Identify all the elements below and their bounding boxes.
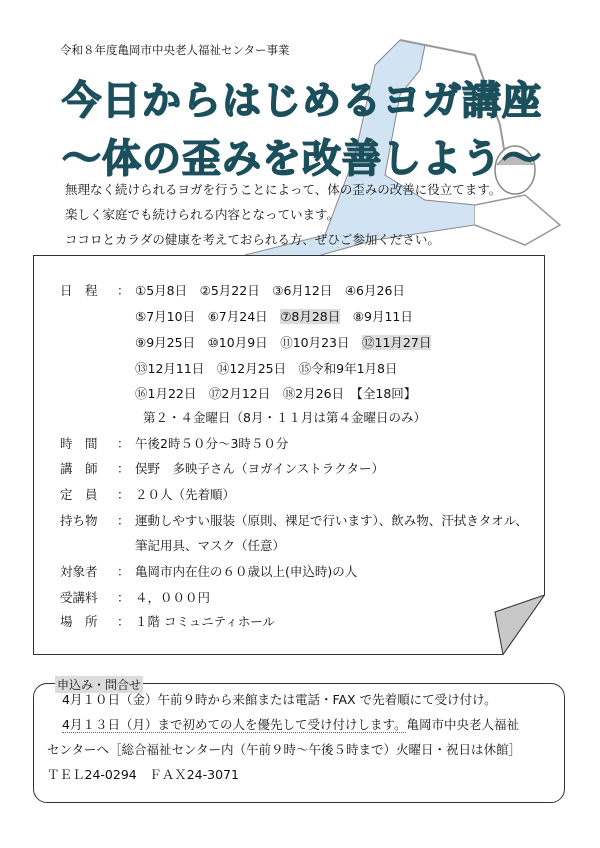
date: ①5月8日 [135,283,188,298]
schedule-line-1 [135,281,405,301]
contact-phone-fax: ＴＥＬ24-0294 ＦＡＸ24-3071 [47,767,239,782]
priority-note: 4月１３日（月）まで初めての人を優先して受け付けします。 [62,717,407,732]
contact-label: 申込み・問合せ [57,678,142,692]
date: ③6月12日 [272,283,333,298]
colon: ： [117,614,130,629]
fee-label: 受講料 [60,590,98,605]
date: ⑥7月24日 [207,309,268,324]
place-value: １階 コミュニティホール [135,614,275,629]
time-value: 午後2時５０分～3時５０分 [135,436,289,451]
colon: ： [117,283,130,298]
center-name: 亀岡市中央老人福祉 [406,717,519,732]
colon: ： [117,590,130,605]
schedule-line-4 [135,359,398,379]
time-label: 時 間 [60,436,98,451]
schedule-note: 第２・４金曜日（8月・１１月は第４金曜日のみ） [143,410,426,425]
colon: ： [117,436,130,451]
date: ⑬12月11日 [135,361,205,376]
schedule-label: 日 程 [60,283,98,298]
schedule-line-3 [135,333,431,353]
contact-line-3: センターへ［総合福祉センター内（午前９時～午後５時まで）火曜日・祝日は休館］ [47,742,522,757]
schedule-line-2 [135,307,413,327]
page-title: 今日からはじめるヨガ講座 [62,79,543,124]
contact-line-1: 4月１０日（金）午前９時から来館または電話・FAX で先着順にて受け付け。 [62,692,497,707]
schedule-line-5 [135,384,416,404]
date: ⑩10月9日 [207,335,268,350]
instructor-label: 講 師 [60,461,98,476]
date: ⑰2月12日 [208,386,271,401]
intro-line-3: ココロとカラダの健康を考えておられる方、ぜひご参加ください。 [65,232,440,247]
date: ⑭12月25日 [216,361,287,376]
date: ⑨9月25日 [135,335,196,350]
date: ⑤7月10日 [135,309,196,324]
date: ⑯1月22日 [135,386,197,401]
instructor-value: 俣野 多映子さん（ヨガインストラクター） [135,461,385,476]
date: ⑱2月26日 [282,386,345,401]
items-value-2: 筆記用具、マスク（任意） [135,538,286,553]
date: ⑮令和9年1月8日 [298,361,398,376]
date-highlighted: ⑫11月27日 [362,335,432,350]
colon: ： [117,487,130,502]
date: ⑧9月11日 [352,309,413,324]
sponsor-text: 令和８年度亀岡市中央老人福祉センター事業 [60,43,290,57]
session-count: 【全18回】 [356,386,417,401]
items-label: 持ち物 [60,513,98,528]
contact-line-2 [62,715,519,733]
page-subtitle: ～体の歪みを改善しよう～ [62,137,543,182]
target-label: 対象者 [60,564,98,579]
date-highlighted: ⑦8月28日 [280,309,341,324]
colon: ： [117,564,130,579]
place-label: 場 所 [60,614,98,629]
date: ②5月22日 [199,283,260,298]
capacity-label: 定 員 [60,487,98,502]
colon: ： [117,513,130,528]
fee-value: ４，０００円 [135,590,211,605]
items-value-1: 運動しやすい服装（原則、裸足で行います）、飲み物、汗拭きタオル、 [135,513,528,528]
capacity-value: ２０人（先着順） [135,487,236,502]
intro-line-1: 無理なく続けられるヨガを行うことによって、体の歪みの改善に役立てます。 [65,182,502,197]
date: ④6月26日 [344,283,405,298]
colon: ： [117,461,130,476]
target-value: 亀岡市内在住の６０歳以上(申込時)の人 [135,564,358,579]
date: ⑪10月23日 [280,335,350,350]
intro-line-2: 楽しく家庭でも続けられる内容となっています。 [65,207,340,222]
